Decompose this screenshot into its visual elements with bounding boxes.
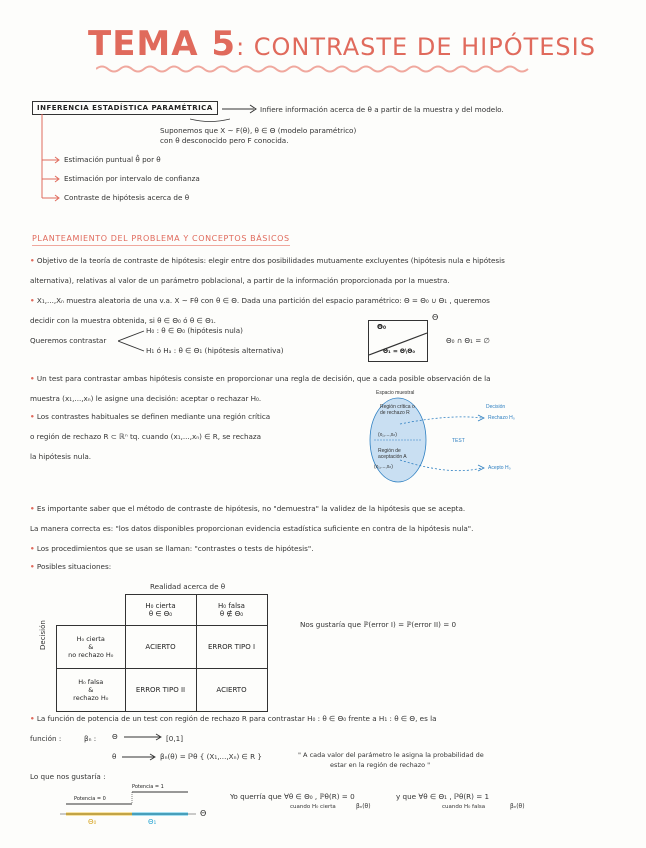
hypothesis-branches xyxy=(118,328,148,354)
power-function-sketch xyxy=(60,788,200,822)
region-critica: Región crítica o de rechazo R xyxy=(380,404,415,416)
bullet-icon: • xyxy=(30,256,35,265)
col-h0-falsa: H₀ falsa θ ∉ Θ₀ xyxy=(196,595,267,626)
bullet-icon: • xyxy=(30,562,35,571)
p3-line-4: o región de rechazo R ⊂ ℝⁿ tq. cuando (x₁,...,xₙ) ∈ R, se rechaza xyxy=(30,432,262,441)
theta0-label: Θ₀ xyxy=(377,323,387,331)
espacio-muestral: Espacio muestral xyxy=(376,390,415,396)
col-h0-cierta: H₀ cierta θ ∈ Θ₀ xyxy=(125,595,196,626)
p3-line-2: muestra (x₁,...,xₙ) le asigne una decisión: aceptar o rechazar H₀. xyxy=(30,394,262,403)
decision-axis-label: Decisión xyxy=(39,620,47,650)
p2-line-2: decidir con la muestra obtenida, si θ ∈ Θ₀ ó θ ∈ Θ₁. xyxy=(30,316,216,325)
decision-label: Decisión xyxy=(486,404,506,410)
situations-table xyxy=(56,594,268,712)
map2-codomain: βₙ(θ) = ℙθ { (X₁,...,Xₙ) ∈ R } xyxy=(160,752,262,761)
yo-querria-h1-sub: cuando H₀ falsa xyxy=(442,804,486,810)
bullet-icon: • xyxy=(30,504,35,513)
sample-bottom: (x₁,...,xₙ) xyxy=(374,464,393,470)
map1-codomain: [0,1] xyxy=(166,734,184,743)
theta1-label: Θ₁ = Θ\Θ₀ xyxy=(383,348,415,355)
potencia-1-label: Potencia = 1 xyxy=(132,784,164,790)
inferencia-box: INFERENCIA ESTADÍSTICA PARAMÉTRICA xyxy=(32,101,218,115)
arrow-right-icon xyxy=(222,104,258,114)
p1-line-2: alternativa), relativas al valor de un parámetro poblacional, a partir de la información proporcionada por la muestra. xyxy=(30,276,450,285)
yo-querria-h1: y que ∀θ ∈ Θ₁ , ℙθ(R) = 1 xyxy=(396,792,490,801)
p3-line-3: • Los contrastes habituales se definen mediante una región crítica xyxy=(30,412,271,421)
partition-diagram xyxy=(368,320,428,362)
cell-error-tipo-2: ERROR TIPO II xyxy=(125,668,196,711)
queremos-contrastar: Queremos contrastar xyxy=(30,336,107,345)
p4-line-1: • Es importante saber que el método de contraste de hipótesis, no "demuestra" la validez de la hipótesis que se acepta. xyxy=(30,504,466,513)
p2-line-1: • X₁,...,Xₙ muestra aleatoria de una v.a. X ~ Fθ con θ ∈ Θ. Dada una partición del espacio paramétrico: Θ = Θ₀ ∪ Θ₁ , queremos xyxy=(30,296,490,305)
potencia-0-label: Potencia = 0 xyxy=(74,796,106,802)
theta0-axis-label: Θ₀ xyxy=(88,818,97,826)
h1-hypothesis: H₁ ó Hₐ : θ ∈ Θ₁ (hipótesis alternativa) xyxy=(146,346,284,355)
p1-line-1: • Objetivo de la teoría de contraste de hipótesis: elegir entre dos posibilidades mutuamente excluyentes (hipótesis nula e hipótesis xyxy=(30,256,505,265)
theta-axis-label: Θ xyxy=(200,809,207,818)
acepto-label: Acepto H₀ xyxy=(488,465,511,471)
p5-funcion: función : xyxy=(30,734,62,743)
inferencia-item-3: Contraste de hipótesis acerca de θ xyxy=(64,193,190,202)
inferencia-branches xyxy=(40,114,62,204)
suponemos-line-1: Suponemos que X ~ F(θ), θ ∈ Θ (modelo paramétrico) xyxy=(160,126,357,135)
intersection-empty: Θ₀ ∩ Θ₁ = ∅ xyxy=(446,336,490,345)
yo-querria-h0: Yo querría que ∀θ ∈ Θ₀ , ℙθ(R) = 0 xyxy=(230,792,355,801)
title-underline xyxy=(96,64,536,74)
yo-querria-h0-sub: cuando H₀ cierta xyxy=(290,804,336,810)
rechazo-label: Rechazo H₀ xyxy=(488,415,515,421)
p5-beta: βₙ : xyxy=(84,734,97,743)
cell-acierto-2: ACIERTO xyxy=(196,668,267,711)
bullet-icon: • xyxy=(30,296,35,305)
bullet-icon: • xyxy=(30,544,35,553)
p4-line-3: • Los procedimientos que se usan se llaman: "contrastes o tests de hipótesis". xyxy=(30,544,314,553)
brace-icon xyxy=(190,118,230,124)
h0-hypothesis: H₀ : θ ∈ Θ₀ (hipótesis nula) xyxy=(146,326,243,335)
p5-line-1: • La función de potencia de un test con región de rechazo R para contrastar H₀ : θ ∈ Θ₀ frente a H₁ : θ ∈ Θ, es la xyxy=(30,714,437,723)
p3-line-5: la hipótesis nula. xyxy=(30,452,92,461)
bullet-icon: • xyxy=(30,412,35,421)
cell-acierto-1: ACIERTO xyxy=(125,625,196,668)
test-label: TEST xyxy=(452,438,465,444)
p4-line-4: • Posibles situaciones: xyxy=(30,562,112,571)
bullet-icon: • xyxy=(30,374,35,383)
p4-line-2: La manera correcta es: "los datos disponibles proporcionan evidencia estadística suficiente en contra de la hipótesis nula". xyxy=(30,524,474,533)
lo-que-nos-gustaria: Lo que nos gustaría : xyxy=(30,772,106,781)
yo-querria-h0-den: βₙ(θ) xyxy=(356,803,371,810)
section-title: PLANTEAMIENTO DEL PROBLEMA Y CONCEPTOS BÁSICOS xyxy=(32,234,290,246)
row-h0-cierta: H₀ cierta & no rechazo H₀ xyxy=(57,625,126,668)
p5-note-1: " A cada valor del parámetro le asigna la probabilidad de xyxy=(298,751,484,759)
theta-label: Θ xyxy=(432,313,439,322)
page-title: TEMA 5: CONTRASTE DE HIPÓTESIS xyxy=(88,24,596,64)
map-arrow-icon xyxy=(124,733,164,741)
region-aceptacion: Región de aceptación A xyxy=(378,448,407,460)
p5-note-2: estar en la región de rechazo " xyxy=(330,761,431,769)
map1-domain: Θ xyxy=(112,732,118,741)
realidad-label: Realidad acerca de θ xyxy=(150,582,226,591)
inferencia-description: Infiere información acerca de θ a partir de la muestra y del modelo. xyxy=(260,105,504,114)
theta1-axis-label: Θ₁ xyxy=(148,818,157,826)
inferencia-item-1: Estimación puntual θ̂ por θ xyxy=(64,155,161,164)
row-h0-falsa: H₀ falsa & rechazo H₀ xyxy=(57,668,126,711)
sample-top: (x₁,...,xₙ) xyxy=(378,432,397,438)
inferencia-item-2: Estimación por intervalo de confianza xyxy=(64,174,200,183)
map-arrow-icon xyxy=(122,753,158,761)
bullet-icon: • xyxy=(30,714,35,723)
p3-line-1: • Un test para contrastar ambas hipótesis consiste en proporcionar una regla de decisión, que a cada posible observación de la xyxy=(30,374,491,383)
suponemos-line-2: con θ desconocido pero F conocida. xyxy=(160,136,289,145)
map2-domain: θ xyxy=(112,752,117,761)
cell-error-tipo-1: ERROR TIPO I xyxy=(196,625,267,668)
nos-gustaria-errores: Nos gustaría que ℙ(error I) = ℙ(error II) = 0 xyxy=(300,620,457,629)
yo-querria-h1-den: βₙ(θ) xyxy=(510,803,525,810)
